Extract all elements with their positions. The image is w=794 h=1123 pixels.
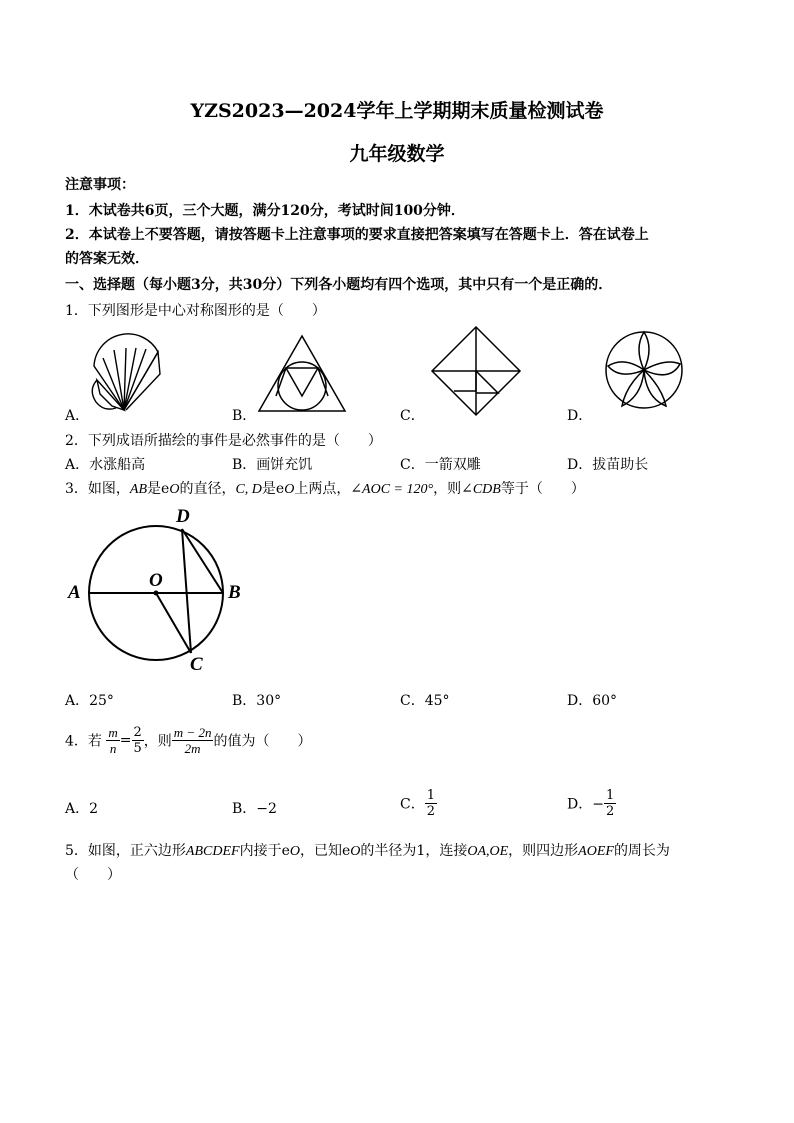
q3-label-a: A	[68, 582, 81, 603]
q3-stem-mid2: 的直径，	[179, 481, 236, 497]
q2-option-c: C．一箭双雕	[400, 457, 481, 473]
q5-stem-pre: 5．如图，正六边形	[65, 843, 186, 859]
q5-stem-mid2: ，已知e	[300, 843, 351, 859]
q3-angle-aoc: ∠AOC = 120°	[350, 482, 434, 497]
q3-points-cd: C, D	[235, 482, 262, 497]
q5-stem-mid3: 的半径为1，连接	[360, 843, 468, 859]
q5-segments: OA,OE	[467, 844, 509, 859]
question-3-stem	[65, 478, 585, 498]
q3-stem-mid5: ，则	[433, 481, 462, 497]
q4-f3-den: 2m	[184, 741, 201, 756]
q4-stem-mid: ，则	[143, 733, 172, 750]
q1-figure-a	[86, 344, 166, 414]
q3-stem-pre: 3．如图，	[65, 481, 130, 497]
q5-quadrilateral: AOEF	[578, 844, 614, 859]
q1-option-b: B．	[232, 408, 257, 424]
q4-f2-den: 5	[133, 741, 142, 756]
q4-option-c-fraction	[425, 788, 437, 819]
q1-option-d: D．	[567, 408, 593, 424]
notes-item-2-line-1: 2．本试卷上不要答题，请按答题卡上注意事项的要求直接把答案填写在答题卡上．答在试卷上	[65, 227, 649, 243]
q2-option-b: B．画饼充饥	[232, 457, 313, 473]
question-5-stem	[65, 840, 670, 860]
q3-label-d: D	[176, 506, 190, 527]
q4-stem-pre: 4．若	[65, 733, 102, 750]
q3-option-a: A．25°	[65, 693, 114, 709]
q1-figure-b	[256, 334, 348, 414]
q4-equals: =	[119, 732, 132, 749]
q5-stem-mid1: 内接于e	[239, 843, 290, 859]
q3-stem-mid1: 是e	[147, 481, 170, 497]
q4-option-c	[400, 788, 437, 819]
q3-segment-ab: AB	[129, 482, 148, 497]
question-1-stem: 1．下列图形是中心对称图形的是（ ）	[65, 303, 326, 319]
q4-f2-num: 2	[133, 725, 142, 740]
q3-label-o: O	[149, 570, 163, 591]
q2-option-d: D．拔苗助长	[567, 457, 649, 473]
q4-option-b: B．−2	[232, 801, 277, 817]
q3-label-c: C	[190, 654, 203, 675]
q3-stem-mid4: 上两点，	[294, 481, 351, 497]
exam-subtitle: 九年级数学	[349, 143, 445, 165]
q4-option-a: A．2	[65, 801, 99, 817]
q3-option-c: C．45°	[400, 693, 450, 709]
q4-fraction-2-over-5	[132, 725, 144, 756]
notes-heading: 注意事项：	[65, 177, 135, 193]
q3-option-d: D．60°	[567, 693, 618, 709]
q1-figure-d	[604, 330, 684, 410]
q4-f3-num: m − 2n	[173, 725, 212, 740]
q4-option-d	[567, 788, 616, 819]
q1-figure-c	[428, 325, 524, 417]
q4-option-d-label: D．−	[567, 796, 604, 813]
q3-label-b: B	[228, 582, 241, 603]
q4-option-d-num: 1	[605, 788, 615, 803]
q3-circle-o: O	[169, 482, 180, 497]
q4-option-c-num: 1	[426, 788, 435, 803]
q5-circle-o: O	[289, 844, 300, 859]
notes-item-1: 1．木试卷共6页，三个大题，满分120分，考试时间100分钟．	[65, 203, 465, 219]
q5-stem-line-2: （ ）	[65, 867, 121, 883]
q5-circle-o-2: O	[350, 844, 361, 859]
q1-option-a: A．	[65, 408, 90, 424]
q3-option-b: B．30°	[232, 693, 282, 709]
exam-title: YZS2023—2024学年上学期期末质量检测试卷	[190, 100, 604, 122]
q4-stem-tail: 的值为（ ）	[213, 733, 312, 750]
question-4-stem	[65, 725, 311, 756]
q4-fraction-m-over-n	[106, 725, 119, 756]
q4-f1-num: m	[108, 725, 118, 740]
q2-option-a: A．水涨船高	[65, 457, 146, 473]
q3-angle-cdb: ∠CDB	[461, 482, 501, 497]
section-1-heading: 一、选择题（每小题3分，共30分）下列各小题均有四个选项，其中只有一个是正确的．	[65, 277, 613, 293]
q5-stem-tail: 的周长为	[613, 843, 670, 859]
q4-option-d-den: 2	[605, 804, 615, 819]
q4-option-c-label: C．	[400, 796, 425, 813]
q4-f1-den: n	[109, 741, 117, 756]
q4-option-d-fraction	[604, 788, 616, 819]
q3-circle-figure	[60, 505, 250, 680]
q4-fraction-expr	[172, 725, 214, 756]
q3-stem-mid3: 是e	[261, 481, 285, 497]
notes-item-2-line-2: 的答案无效．	[65, 251, 149, 267]
q4-option-c-den: 2	[426, 804, 435, 819]
q1-option-c: C．	[400, 408, 425, 424]
question-2-stem: 2．下列成语所描绘的事件是必然事件的是（ ）	[65, 433, 382, 449]
q5-stem-mid4: ，则四边形	[508, 843, 579, 859]
q5-hexagon: ABCDEF	[185, 844, 240, 859]
q3-stem-tail: 等于（ ）	[500, 481, 585, 497]
q3-circle-o-2: O	[284, 482, 295, 497]
